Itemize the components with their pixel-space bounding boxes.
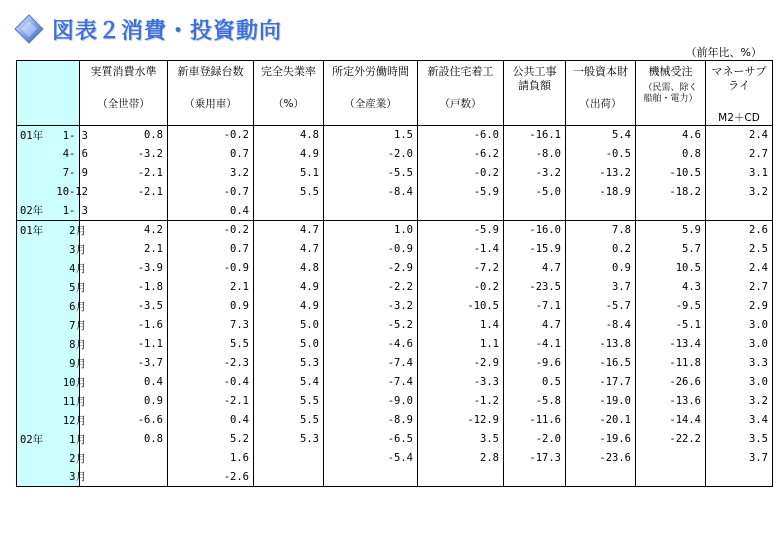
value-cell: -0.2 (168, 126, 254, 145)
data-table (16, 60, 773, 487)
column-header (418, 61, 504, 126)
value-cell: -3.7 (80, 354, 168, 373)
value-cell: 3.0 (706, 335, 773, 354)
value-cell: -11.8 (636, 354, 706, 373)
value-cell: -3.2 (504, 164, 566, 183)
value-cell: -9.5 (636, 297, 706, 316)
value-cell: -6.6 (80, 411, 168, 430)
column-header (254, 61, 324, 126)
value-cell: 1.5 (324, 126, 418, 145)
value-cell: 3.2 (706, 183, 773, 202)
value-cell: -1.8 (80, 278, 168, 297)
value-cell: 3.4 (706, 411, 773, 430)
row-label (17, 145, 88, 164)
value-cell: 5.3 (254, 430, 324, 449)
value-cell: -5.9 (418, 183, 504, 202)
value-cell: -22.2 (636, 430, 706, 449)
monthly-row (17, 449, 773, 468)
row-label (17, 354, 86, 373)
column-header (80, 61, 168, 126)
value-cell: -13.4 (636, 335, 706, 354)
row-label (17, 316, 86, 335)
value-cell: 2.8 (418, 449, 504, 468)
value-cell: 0.8 (636, 145, 706, 164)
value-cell: 4.3 (636, 278, 706, 297)
row-period: 1- 3 (62, 205, 88, 218)
value-cell: -0.2 (418, 164, 504, 183)
value-cell: 2.4 (706, 259, 773, 278)
value-cell: 5.4 (254, 373, 324, 392)
row-month: 2月 (69, 224, 86, 237)
value-cell: 0.9 (80, 392, 168, 411)
value-cell (504, 468, 566, 487)
row-month: 2月 (69, 452, 86, 465)
row-label (17, 373, 86, 392)
value-cell: -2.1 (80, 183, 168, 202)
value-cell: -23.6 (566, 449, 636, 468)
value-cell: -8.9 (324, 411, 418, 430)
value-cell: 0.9 (566, 259, 636, 278)
value-cell: 5.3 (254, 354, 324, 373)
value-cell: -11.6 (504, 411, 566, 430)
value-cell: -3.5 (80, 297, 168, 316)
row-month: 5月 (69, 281, 86, 294)
monthly-row (17, 240, 773, 259)
monthly-row (17, 278, 773, 297)
value-cell: -10.5 (418, 297, 504, 316)
row-label (17, 468, 86, 487)
column-header-unit: （戸数） (439, 98, 482, 110)
value-cell: -13.6 (636, 392, 706, 411)
row-label (17, 297, 86, 316)
value-cell: -0.9 (324, 240, 418, 259)
value-cell: -7.4 (324, 354, 418, 373)
value-cell: 5.4 (566, 126, 636, 145)
value-cell: -23.5 (504, 278, 566, 297)
monthly-row (17, 316, 773, 335)
value-cell: 0.8 (80, 126, 168, 145)
monthly-row (17, 221, 773, 240)
value-cell (636, 449, 706, 468)
row-period: 10-12 (56, 186, 88, 198)
value-cell (254, 468, 324, 487)
row-year: 02年 (20, 433, 44, 446)
value-cell: -13.8 (566, 335, 636, 354)
value-cell: 1.1 (418, 335, 504, 354)
value-cell: -17.7 (566, 373, 636, 392)
value-cell: 4.7 (504, 259, 566, 278)
value-cell: -5.5 (324, 164, 418, 183)
quarterly-row (17, 202, 773, 221)
value-cell: -8.0 (504, 145, 566, 164)
value-cell: 2.7 (706, 145, 773, 164)
row-month: 12月 (62, 414, 86, 427)
row-period: 7- 9 (62, 167, 88, 179)
value-cell: -5.8 (504, 392, 566, 411)
value-cell: 2.9 (706, 297, 773, 316)
column-header-name: 機械受注 (648, 65, 693, 78)
quarterly-row (17, 164, 773, 183)
value-cell: 0.8 (80, 430, 168, 449)
column-header (324, 61, 418, 126)
value-cell: -14.4 (636, 411, 706, 430)
column-header-name: マネーサプライ (711, 65, 767, 92)
value-cell: -0.2 (418, 278, 504, 297)
column-header-unit: M2＋CD (718, 112, 760, 124)
value-cell: -2.1 (168, 392, 254, 411)
value-cell: 7.3 (168, 316, 254, 335)
row-label (17, 392, 86, 411)
row-month: 9月 (69, 357, 86, 370)
column-header (566, 61, 636, 126)
monthly-row (17, 430, 773, 449)
value-cell: 5.9 (636, 221, 706, 240)
header-corner (17, 61, 80, 126)
value-cell (80, 468, 168, 487)
value-cell: -3.2 (80, 145, 168, 164)
value-cell: -7.1 (504, 297, 566, 316)
value-cell: -5.7 (566, 297, 636, 316)
value-cell: 4.9 (254, 278, 324, 297)
column-header-unit: （民需、除く 船舶・電力） (643, 83, 698, 104)
value-cell: -26.6 (636, 373, 706, 392)
value-cell: 5.0 (254, 316, 324, 335)
value-cell: 4.8 (254, 259, 324, 278)
value-cell: -2.0 (324, 145, 418, 164)
value-cell: -5.9 (418, 221, 504, 240)
row-month: 10月 (62, 376, 86, 389)
value-cell: -2.0 (504, 430, 566, 449)
value-cell: -16.1 (504, 126, 566, 145)
value-cell: -0.5 (566, 145, 636, 164)
value-cell: -7.4 (324, 373, 418, 392)
value-cell: -1.2 (418, 392, 504, 411)
value-cell: 0.2 (566, 240, 636, 259)
value-cell: 5.1 (254, 164, 324, 183)
page-title: 図表２消費・投資動向 (52, 18, 283, 44)
column-header-name: 完全失業率 (261, 65, 316, 78)
row-label (17, 202, 88, 221)
row-year: 01年 (20, 129, 44, 142)
value-cell: -2.9 (324, 259, 418, 278)
row-year: 02年 (20, 205, 44, 218)
row-year: 01年 (20, 224, 44, 237)
row-label (17, 164, 88, 183)
value-cell: 5.5 (254, 183, 324, 202)
row-label (17, 183, 88, 202)
value-cell: -1.1 (80, 335, 168, 354)
diamond-bullet-icon (14, 14, 44, 44)
value-cell: -2.2 (324, 278, 418, 297)
value-cell: 0.5 (504, 373, 566, 392)
column-header-unit: （全世帯） (97, 98, 150, 110)
value-cell: -2.6 (168, 468, 254, 487)
monthly-row (17, 297, 773, 316)
row-label (17, 221, 86, 240)
column-header-name: 実質消費水準 (90, 65, 157, 78)
value-cell: 4.7 (254, 221, 324, 240)
value-cell (566, 202, 636, 221)
column-header (636, 61, 706, 126)
value-cell: 2.6 (706, 221, 773, 240)
table-body (17, 126, 773, 487)
value-cell: 2.7 (706, 278, 773, 297)
value-cell: -20.1 (566, 411, 636, 430)
monthly-row (17, 468, 773, 487)
value-cell: 4.2 (80, 221, 168, 240)
column-header-unit: （%） (273, 98, 304, 110)
row-label (17, 430, 86, 449)
value-cell (706, 468, 773, 487)
value-cell: 0.7 (168, 145, 254, 164)
value-cell: -6.2 (418, 145, 504, 164)
value-cell: -0.9 (168, 259, 254, 278)
quarterly-row (17, 126, 773, 145)
value-cell: -18.9 (566, 183, 636, 202)
value-cell: -2.9 (418, 354, 504, 373)
row-label (17, 278, 86, 297)
column-header (504, 61, 566, 126)
value-cell: 5.0 (254, 335, 324, 354)
row-label (17, 240, 86, 259)
value-cell: 3.5 (706, 430, 773, 449)
value-cell: -9.6 (504, 354, 566, 373)
value-cell: -17.3 (504, 449, 566, 468)
value-cell: -5.2 (324, 316, 418, 335)
value-cell: 1.4 (418, 316, 504, 335)
value-cell: 2.1 (168, 278, 254, 297)
value-cell (80, 202, 168, 221)
quarterly-row (17, 183, 773, 202)
value-cell: 2.5 (706, 240, 773, 259)
column-header (168, 61, 254, 126)
row-month: 3月 (69, 471, 86, 484)
value-cell: 1.0 (324, 221, 418, 240)
title-area (14, 14, 282, 44)
value-cell: -16.5 (566, 354, 636, 373)
monthly-row (17, 392, 773, 411)
value-cell: -0.4 (168, 373, 254, 392)
value-cell: 2.4 (706, 126, 773, 145)
row-month: 3月 (69, 243, 86, 256)
value-cell: -3.9 (80, 259, 168, 278)
monthly-row (17, 411, 773, 430)
value-cell: 3.2 (168, 164, 254, 183)
value-cell: -0.7 (168, 183, 254, 202)
value-cell: -1.6 (80, 316, 168, 335)
value-cell: -0.2 (168, 221, 254, 240)
value-cell: 5.5 (254, 411, 324, 430)
column-header-name: 新設住宅着工 (427, 65, 494, 78)
value-cell (418, 468, 504, 487)
monthly-row (17, 335, 773, 354)
value-cell: -8.4 (324, 183, 418, 202)
value-cell: 0.9 (168, 297, 254, 316)
value-cell: -2.3 (168, 354, 254, 373)
row-month: 11月 (62, 395, 86, 408)
value-cell (504, 202, 566, 221)
value-cell: 3.0 (706, 373, 773, 392)
value-cell: -7.2 (418, 259, 504, 278)
value-cell (418, 202, 504, 221)
value-cell: -4.6 (324, 335, 418, 354)
column-header-name: 新車登録台数 (177, 65, 244, 78)
value-cell: 4.9 (254, 145, 324, 164)
value-cell: 3.7 (566, 278, 636, 297)
value-cell: -3.3 (418, 373, 504, 392)
value-cell: 0.4 (168, 411, 254, 430)
row-label (17, 126, 88, 145)
row-label (17, 411, 86, 430)
row-period: 4- 6 (62, 148, 88, 160)
value-cell: 3.5 (418, 430, 504, 449)
column-header-name: 一般資本財 (573, 65, 628, 78)
value-cell: 5.5 (254, 392, 324, 411)
value-cell: 10.5 (636, 259, 706, 278)
value-cell: 0.7 (168, 240, 254, 259)
column-header-name: 所定外労働時間 (332, 65, 409, 78)
value-cell: 4.9 (254, 297, 324, 316)
row-label (17, 259, 86, 278)
value-cell (566, 468, 636, 487)
value-cell: 4.8 (254, 126, 324, 145)
value-cell: 4.6 (636, 126, 706, 145)
value-cell: -12.9 (418, 411, 504, 430)
unit-note: （前年比、%） (685, 46, 762, 59)
column-header-unit: （全産業） (344, 98, 397, 110)
value-cell: -16.0 (504, 221, 566, 240)
value-cell: 2.1 (80, 240, 168, 259)
value-cell: -13.2 (566, 164, 636, 183)
value-cell: -6.0 (418, 126, 504, 145)
value-cell (324, 202, 418, 221)
row-month: 1月 (69, 433, 86, 446)
value-cell: -9.0 (324, 392, 418, 411)
value-cell: -18.2 (636, 183, 706, 202)
value-cell (80, 449, 168, 468)
value-cell: -15.9 (504, 240, 566, 259)
monthly-row (17, 373, 773, 392)
value-cell (706, 202, 773, 221)
value-cell: -5.4 (324, 449, 418, 468)
value-cell (636, 202, 706, 221)
value-cell: 3.2 (706, 392, 773, 411)
value-cell: -19.0 (566, 392, 636, 411)
row-month: 7月 (69, 319, 86, 332)
value-cell: 7.8 (566, 221, 636, 240)
value-cell: -3.2 (324, 297, 418, 316)
value-cell: -5.1 (636, 316, 706, 335)
value-cell: -5.0 (504, 183, 566, 202)
column-header-unit: （乗用車） (184, 98, 237, 110)
value-cell (636, 468, 706, 487)
monthly-row (17, 354, 773, 373)
value-cell (254, 449, 324, 468)
row-month: 8月 (69, 338, 86, 351)
value-cell: -1.4 (418, 240, 504, 259)
row-month: 4月 (69, 262, 86, 275)
value-cell: 4.7 (254, 240, 324, 259)
header-row (17, 61, 773, 126)
row-period: 1- 3 (62, 129, 88, 142)
value-cell: 3.7 (706, 449, 773, 468)
value-cell: -2.1 (80, 164, 168, 183)
value-cell: 4.7 (504, 316, 566, 335)
value-cell: -4.1 (504, 335, 566, 354)
value-cell: 3.0 (706, 316, 773, 335)
value-cell: -10.5 (636, 164, 706, 183)
value-cell: 0.4 (80, 373, 168, 392)
row-month: 6月 (69, 300, 86, 313)
value-cell: 5.5 (168, 335, 254, 354)
value-cell: -8.4 (566, 316, 636, 335)
column-header-unit: （出荷） (579, 98, 622, 110)
value-cell: 3.3 (706, 354, 773, 373)
value-cell: 3.1 (706, 164, 773, 183)
value-cell: -6.5 (324, 430, 418, 449)
value-cell: 1.6 (168, 449, 254, 468)
column-header (706, 61, 773, 126)
value-cell (254, 202, 324, 221)
column-header-name: 公共工事 請負額 (512, 65, 557, 92)
row-label (17, 335, 86, 354)
value-cell (324, 468, 418, 487)
value-cell: 0.4 (168, 202, 254, 221)
value-cell: -19.6 (566, 430, 636, 449)
value-cell: 5.7 (636, 240, 706, 259)
value-cell: 5.2 (168, 430, 254, 449)
row-label (17, 449, 86, 468)
monthly-row (17, 259, 773, 278)
quarterly-row (17, 145, 773, 164)
